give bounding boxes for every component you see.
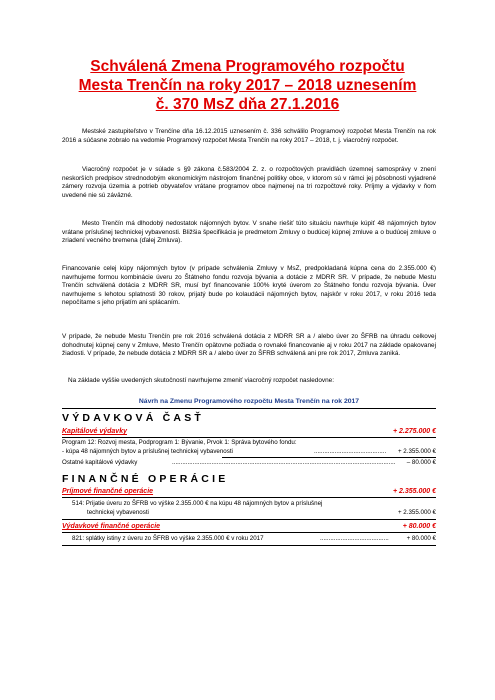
proposal-title: Návrh na Zmenu Programového rozpočtu Mesta Trenčín na rok 2017 bbox=[138, 398, 360, 405]
paragraph-1: Mestské zastupiteľstvo v Trenčíne dňa 16.12.2015 uznesením č. 336 schválilo Programový rozpočet Mesta Trenčín na rok 2016 a súčasne zobralo na vedomie Programový rozpočet Mesta Trenčín na roky 2017 – 2018, t. j. viacročný rozpočet. bbox=[62, 128, 436, 144]
loan-514-text-2: technickej vybavenosti bbox=[87, 509, 149, 516]
expenditure-section-heading: VÝDAVKOVÁ ČASŤ bbox=[62, 412, 205, 424]
paragraph-5: V prípade, že nebude Mestu Trenčín pre rok 2016 schválená dotácia z MDRR SR a / alebo úver zo ŠFRB na úhradu celkovej dohodnutej kúpnej ceny v Zmluve, Mesto Trenčín opätovne požiada o rovnaké financovanie aj v roku 2017 na základe opakovanej žiadosti. V prípade, že nebude dotácia z MDRR SR a / alebo úver zo ŠFRB schválená ani pre rok 2017, Zmluva zaniká. bbox=[62, 333, 436, 358]
document-title bbox=[30, 57, 465, 114]
proposal-title-underline bbox=[62, 408, 436, 409]
loan-514-line bbox=[72, 500, 436, 508]
program-line-text: Program 12: Rozvoj mesta, Podprogram 1: Bývanie, Prvok 1: Správa bytového fondu: bbox=[62, 439, 297, 446]
income-operations-amount: + 2.355.000 € bbox=[392, 488, 436, 495]
repayment-821-text: 821: splátky istiny z úveru zo ŠFRB vo výške 2.355.000 € v roku 2017 bbox=[72, 535, 264, 542]
income-operations-label: Príjmové finančné operácie bbox=[62, 488, 154, 495]
purchase-item-line bbox=[62, 448, 436, 456]
purchase-item-amount: + 2.355.000 € bbox=[397, 448, 436, 455]
row-divider bbox=[62, 545, 436, 546]
loan-514-text: 514: Prijatie úveru zo ŠFRB vo výške 2.355.000 € na kúpu 48 nájomných bytov a príslušnej bbox=[72, 500, 323, 507]
financial-operations-heading: FINANČNÉ OPERÁCIE bbox=[62, 473, 229, 485]
repayment-821-amount: + 80.000 € bbox=[406, 535, 436, 542]
repayment-821-line bbox=[72, 535, 436, 543]
income-operations-row bbox=[62, 487, 436, 498]
capital-expenditure-row bbox=[62, 427, 436, 438]
leader-dots: .......................................... bbox=[314, 448, 387, 455]
capital-expenditure-label: Kapitálové výdavky bbox=[62, 428, 127, 435]
expenditure-operations-amount: + 80.000 € bbox=[402, 523, 436, 530]
row-divider bbox=[62, 519, 436, 520]
title-line-1: Schválená Zmena Programového rozpočtu bbox=[90, 58, 405, 75]
paragraph-2: Viacročný rozpočet je v súlade s §9 zákona č.583/2004 Z. z. o rozpočtových pravidlách územnej samosprávy v znení neskorších predpisov strednodobým ekonomickým nástrojom finančnej politiky obce, v ktorom sú v rámci jej pôsobnosti vyjadrené zámery rozvoja územia a potrieb obyvateľov vrátane programov obce najmenej na tri rozpočtové roky. Príjmy a výdavky v ňom uvedené nie sú záväzné. bbox=[62, 166, 436, 199]
title-line-2: Mesta Trenčín na roky 2017 – 2018 uznesením bbox=[78, 77, 417, 94]
row-divider bbox=[222, 457, 436, 458]
other-capital-line bbox=[62, 459, 436, 467]
expenditure-operations-label: Výdavkové finančné operácie bbox=[62, 523, 161, 530]
title-line-3: č. 370 MsZ dňa 27.1.2016 bbox=[155, 96, 340, 113]
paragraph-3: Mesto Trenčín má dlhodobý nedostatok nájomných bytov. V snahe riešiť túto situáciu navrhuje kúpiť 48 nájomných bytov vrátane príslušnej technickej vybavenosti. Bližšia špecifikácia je predmetom Zmluvy o budúcej kúpnej zmluve a o budúcej zmluve o zriadení vecného bremena (ďalej Zmluva). bbox=[62, 220, 436, 245]
other-capital-amount: – 80.000 € bbox=[406, 459, 436, 466]
expenditure-operations-row bbox=[62, 522, 436, 533]
capital-expenditure-amount: + 2.275.000 € bbox=[392, 428, 436, 435]
paragraph-6: Na základe vyššie uvedených skutočností navrhujeme zmeniť viacročný rozpočet nasledovne: bbox=[68, 377, 334, 384]
program-line bbox=[62, 439, 436, 447]
paragraph-4: Financovanie celej kúpy nájomných bytov (v prípade schválenia Zmluvy v MsZ, predpokladaná kúpna cena do 2.355.000 €) navrhujeme formou kombinácie úveru zo Štátneho fondu rozvoja bývania a dotácie z MDRR SR. V prípade, že nebude Mestu Trenčín schválená dotácia z MDRR SR, musí byť financovanie 100% kryté úverom zo Štátneho fondu rozvoja bývania. Úver navrhujeme s lehotou splatnosti 30 rokov, prijatý bude po kolaudácii nájomných bytov, najskôr v roku 2017, v roku 2016 teda nepočítame s jeho prijatím ani splácaním. bbox=[62, 265, 436, 307]
purchase-item-label: - kúpa 48 nájomných bytov a príslušnej technickej vybavenosti bbox=[62, 448, 233, 455]
loan-514-amount: + 2.355.000 € bbox=[397, 509, 436, 516]
leader-dots: .................................................................................................................................. bbox=[172, 459, 396, 466]
other-capital-label: Ostatné kapitálové výdavky bbox=[62, 459, 138, 466]
leader-dots: ........................................ bbox=[320, 535, 389, 542]
loan-514-line-2 bbox=[87, 509, 436, 517]
